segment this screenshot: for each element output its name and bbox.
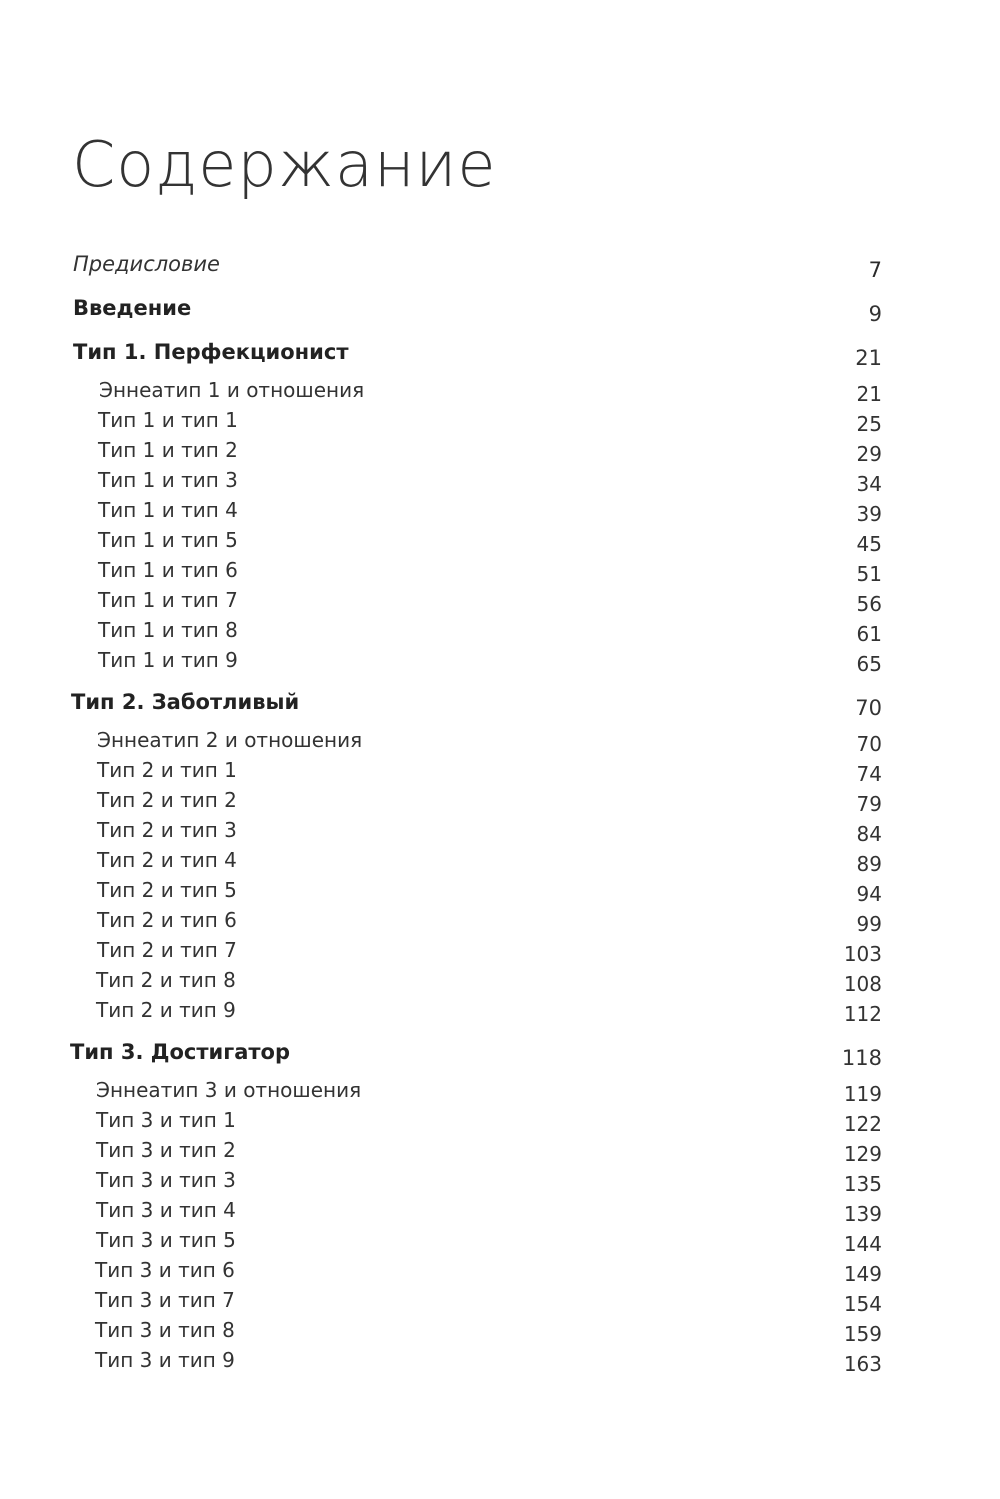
toc-entry-label: Тип 1 и тип 3 (98, 468, 238, 492)
toc-entry[interactable] (0, 252, 1000, 286)
toc-entry[interactable] (0, 1228, 1000, 1262)
toc-entry[interactable] (0, 588, 1000, 622)
toc-entry-label: Тип 3 и тип 4 (96, 1198, 236, 1222)
toc-entry-page: 129 (843, 1142, 882, 1166)
toc-entry-label: Тип 3 и тип 7 (95, 1288, 235, 1312)
toc-entry-page: 39 (856, 502, 882, 526)
toc-entry-label: Тип 3 и тип 1 (96, 1108, 236, 1132)
toc-entry[interactable] (0, 848, 1000, 882)
toc-entry-page: 103 (843, 942, 882, 966)
toc-entry[interactable] (0, 378, 1000, 412)
toc-entry[interactable] (0, 1288, 1000, 1322)
toc-entry-page: 21 (856, 382, 882, 406)
toc-entry[interactable] (0, 498, 1000, 532)
toc-entry-label: Эннеатип 1 и отношения (99, 378, 365, 402)
toc-entry-page: 163 (843, 1352, 882, 1376)
toc-entry-page: 51 (856, 562, 882, 586)
toc-entry-page: 112 (843, 1002, 882, 1026)
toc-entry-label: Тип 3 и тип 9 (95, 1348, 235, 1372)
toc-entry-page: 94 (856, 882, 882, 906)
toc-entry[interactable] (0, 1078, 1000, 1112)
toc-entry-label: Тип 3 и тип 8 (95, 1318, 235, 1342)
toc-entry[interactable] (0, 1348, 1000, 1382)
toc-entry-page: 122 (843, 1112, 882, 1136)
toc-entry-page: 34 (856, 472, 882, 496)
toc-entry[interactable] (0, 878, 1000, 912)
toc-entry[interactable] (0, 908, 1000, 942)
toc-entry[interactable] (0, 938, 1000, 972)
toc-entry-page: 89 (856, 852, 882, 876)
toc-entry-page: 7 (868, 258, 882, 282)
toc-entry-label: Эннеатип 2 и отношения (97, 728, 363, 752)
toc-entry-label: Тип 1 и тип 6 (98, 558, 238, 582)
toc-entry-page: 108 (843, 972, 882, 996)
toc-entry-label: Тип 1 и тип 1 (98, 408, 238, 432)
toc-entry[interactable] (0, 1318, 1000, 1352)
toc-entry-label: Тип 3 и тип 3 (96, 1168, 236, 1192)
toc-entry[interactable] (0, 1040, 1000, 1074)
toc-entry-page: 154 (843, 1292, 882, 1316)
toc-entry-page: 139 (843, 1202, 882, 1226)
toc-entry-page: 144 (843, 1232, 882, 1256)
toc-entry[interactable] (0, 558, 1000, 592)
toc-entry-label: Тип 2 и тип 7 (97, 938, 237, 962)
toc-entry-page: 9 (868, 302, 882, 326)
toc-entry[interactable] (0, 788, 1000, 822)
toc-entry-page: 135 (843, 1172, 882, 1196)
toc-entry-label: Введение (73, 296, 192, 320)
toc-entry-page: 119 (843, 1082, 882, 1106)
toc-entry-page: 61 (856, 622, 882, 646)
toc-entry-page: 159 (843, 1322, 882, 1346)
toc-entry[interactable] (0, 408, 1000, 442)
toc-entry-label: Тип 3 и тип 5 (96, 1228, 236, 1252)
toc-entry[interactable] (0, 818, 1000, 852)
toc-entry-page: 70 (855, 696, 882, 720)
toc-entry[interactable] (0, 998, 1000, 1032)
toc-entry-label: Тип 2 и тип 6 (97, 908, 237, 932)
toc-entry[interactable] (0, 968, 1000, 1002)
toc-entry-label: Тип 2. Заботливый (71, 690, 300, 714)
toc-entry[interactable] (0, 648, 1000, 682)
toc-entry[interactable] (0, 1258, 1000, 1292)
toc-entry[interactable] (0, 528, 1000, 562)
toc-entry-label: Тип 1 и тип 7 (98, 588, 238, 612)
toc-entry[interactable] (0, 296, 1000, 330)
toc-entry-label: Тип 2 и тип 3 (97, 818, 237, 842)
toc-entry-page: 56 (856, 592, 882, 616)
toc-entry-label: Тип 2 и тип 4 (97, 848, 237, 872)
toc-entry[interactable] (0, 758, 1000, 792)
toc-entry-label: Тип 3 и тип 2 (96, 1138, 236, 1162)
toc-entry[interactable] (0, 1108, 1000, 1142)
toc-entry-page: 29 (856, 442, 882, 466)
toc-entry-page: 84 (856, 822, 882, 846)
page-title: Содержание (72, 128, 497, 201)
toc-entry[interactable] (0, 468, 1000, 502)
toc-entry-label: Предисловие (73, 252, 220, 276)
toc-entry-page: 118 (841, 1046, 882, 1070)
toc-entry[interactable] (0, 728, 1000, 762)
toc-entry-label: Тип 2 и тип 8 (96, 968, 236, 992)
toc-entry-label: Тип 2 и тип 9 (96, 998, 236, 1022)
toc-entry-label: Тип 1 и тип 8 (98, 618, 238, 642)
toc-entry-label: Тип 1 и тип 4 (98, 498, 238, 522)
toc-entry[interactable] (0, 1198, 1000, 1232)
toc-entry[interactable] (0, 340, 1000, 374)
toc-entry[interactable] (0, 618, 1000, 652)
toc-entry[interactable] (0, 1168, 1000, 1202)
toc-entry-label: Тип 3 и тип 6 (95, 1258, 235, 1282)
toc-entry-label: Эннеатип 3 и отношения (96, 1078, 362, 1102)
toc-entry-page: 70 (856, 732, 882, 756)
toc-entry-label: Тип 2 и тип 1 (97, 758, 237, 782)
toc-entry-label: Тип 1 и тип 9 (98, 648, 238, 672)
toc-entry-page: 149 (843, 1262, 882, 1286)
toc-entry-label: Тип 1. Перфекционист (73, 340, 349, 364)
toc-entry-label: Тип 3. Достигатор (70, 1040, 290, 1064)
toc-entry-page: 21 (855, 346, 882, 370)
toc-entry[interactable] (0, 690, 1000, 724)
toc-entry-page: 99 (856, 912, 882, 936)
toc-entry[interactable] (0, 1138, 1000, 1172)
toc-entry-page: 65 (856, 652, 882, 676)
toc-entry-label: Тип 2 и тип 2 (97, 788, 237, 812)
toc-entry-page: 74 (856, 762, 882, 786)
toc-entry-page: 79 (856, 792, 882, 816)
toc-entry-label: Тип 1 и тип 5 (98, 528, 238, 552)
toc-entry-page: 25 (856, 412, 882, 436)
toc-entry-label: Тип 2 и тип 5 (97, 878, 237, 902)
toc-entry[interactable] (0, 438, 1000, 472)
toc-entry-page: 45 (856, 532, 882, 556)
toc-entry-label: Тип 1 и тип 2 (98, 438, 238, 462)
